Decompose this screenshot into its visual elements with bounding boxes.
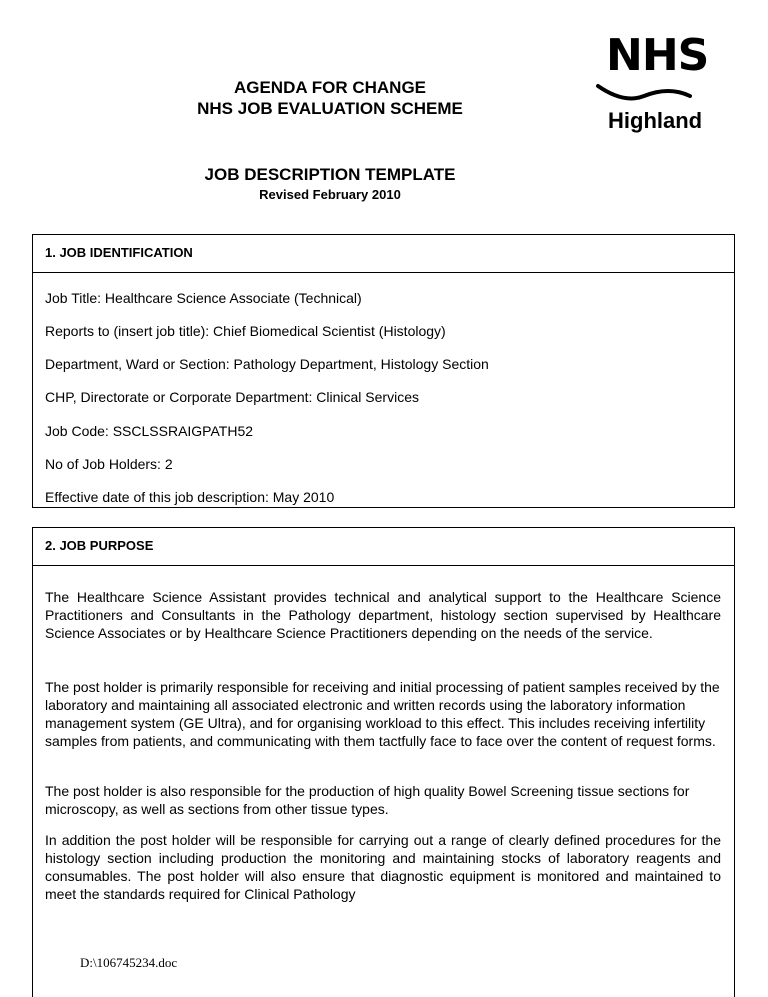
section-job-identification — [32, 234, 735, 508]
document-title: JOB DESCRIPTION TEMPLATE — [204, 165, 456, 184]
purpose-paragraph-1: The Healthcare Science Assistant provides technical and analytical support to the Healthcare Science Practitioners and Consultants in the Pathology department, histology section supervised by Healthcare Science Associates or by Healthcare Science Practitioners depending on the needs of the service. — [45, 589, 721, 641]
footer-filename: D:\106745234.doc — [80, 955, 178, 970]
field-directorate: CHP, Directorate or Corporate Department: Clinical Services — [45, 389, 419, 405]
field-department: Department, Ward or Section: Pathology Department, Histology Section — [45, 356, 489, 372]
purpose-paragraph-4: In addition the post holder will be responsible for carrying out a range of clearly defined procedures for the histology section including production the monitoring and maintaining stocks of laboratory reagents and consumables. The post holder will also ensure that diagnostic equipment is monitored and maintained to meet the standards required for Clinical Pathology — [45, 832, 721, 902]
purpose-paragraph-3: The post holder is also responsible for the production of high quality Bowel Screening tissue sections for microscopy, as well as sections from other tissue types. — [45, 783, 690, 817]
field-job-code: Job Code: SSCLSSRAIGPATH52 — [45, 423, 254, 439]
field-job-title: Job Title: Healthcare Science Associate (Technical) — [45, 290, 362, 306]
logo-region-text: Highland — [608, 108, 703, 133]
nhs-highland-logo — [592, 30, 712, 133]
section-job-purpose — [32, 527, 735, 997]
header-line-1: AGENDA FOR CHANGE — [233, 78, 427, 97]
field-effective-date: Effective date of this job description: May 2010 — [45, 489, 335, 505]
revised-date: Revised February 2010 — [259, 187, 401, 202]
logo-nhs-text: NHS — [606, 30, 709, 81]
field-job-holders: No of Job Holders: 2 — [45, 456, 173, 472]
header-line-2: NHS JOB EVALUATION SCHEME — [197, 99, 463, 118]
section-heading: 1. JOB IDENTIFICATION — [33, 235, 734, 273]
purpose-paragraph-2: The post holder is primarily responsible for receiving and initial processing of patient samples received by the laboratory and maintaining all associated electronic and written records using the laboratory information management system (GE Ultra), and for organising workload to this effect. This includes receiving infertility samples from patients, and communicating with them tactfully face to face over the content of request forms. — [45, 679, 720, 749]
field-reports-to: Reports to (insert job title): Chief Biomedical Scientist (Histology) — [45, 323, 446, 339]
section-heading: 2. JOB PURPOSE — [33, 528, 734, 566]
logo-swoosh-icon — [594, 82, 694, 108]
